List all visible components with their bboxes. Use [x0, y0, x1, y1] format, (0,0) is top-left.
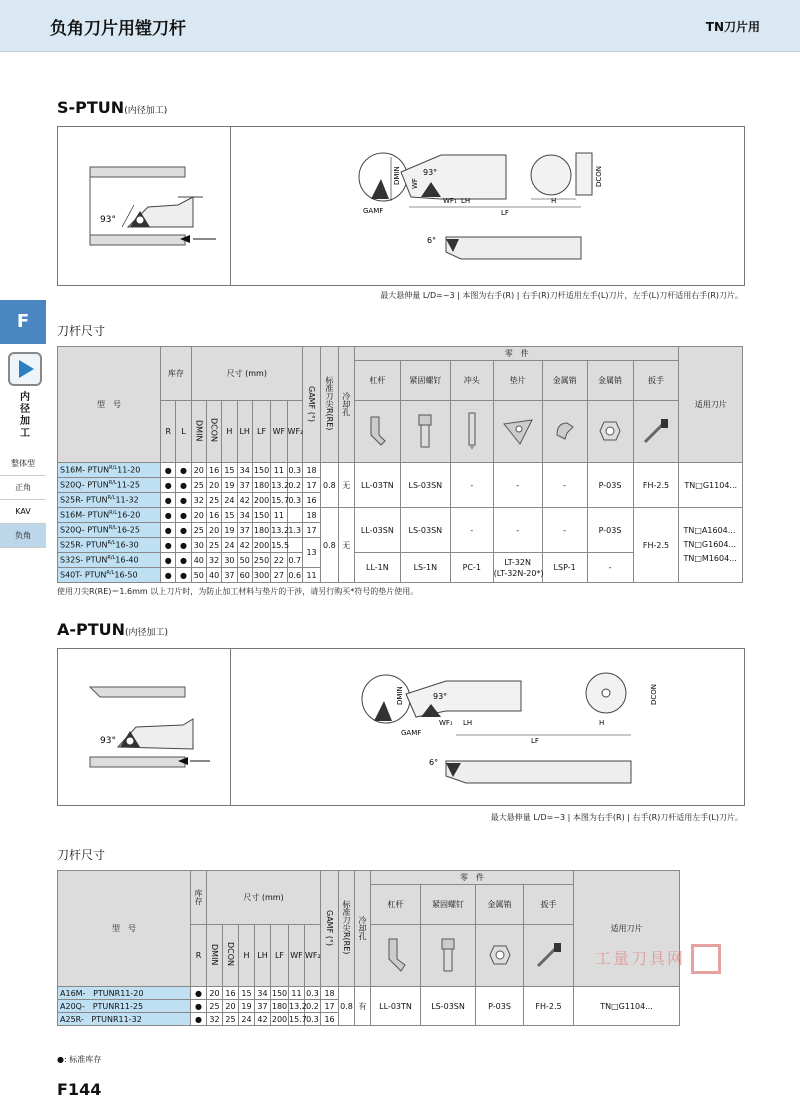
sidebar-tab-f[interactable]: F — [0, 300, 46, 344]
section1-table-note: 使用刀尖R(RE)＝1.6mm 以上刀片时，为防止加工材料与垫片的干涉，请另行购买*符号的垫片使用。 — [57, 587, 419, 596]
wrench-icon — [633, 401, 679, 463]
page-number: F144 — [57, 1080, 102, 1099]
th-stock: 库存 — [161, 347, 192, 401]
sidebar-nav — [0, 452, 46, 548]
screw-icon — [421, 925, 476, 987]
svg-text:WF₁: WF₁ — [443, 197, 457, 205]
s-ptun-bore-illustration — [58, 127, 230, 287]
section1-subtitle: 刀杆尺寸 — [57, 324, 106, 338]
table-row: A20Q- PTUNR11-25 ● 25 20 19 37 180 13.2 0.2 17 — [58, 1000, 680, 1013]
watermark: 工量刀具网 — [595, 944, 721, 974]
a-ptun-dimension-drawing — [231, 649, 746, 807]
table-row: S32S- $PTUN^{R/L}16-40$ ● ● 40 32 30 50 250 22 0.7 LL-1N LS-1N PC-1 LT-32N (LT-32N-20*) LSP-1 - — [58, 553, 743, 568]
th-model: 型 号 — [58, 347, 161, 463]
th-lever: 杠杆 — [354, 361, 400, 401]
th-re: 标准刀尖R(RE) — [321, 347, 338, 463]
svg-text:DMIN: DMIN — [396, 686, 404, 705]
svg-text:93°: 93° — [423, 168, 438, 177]
table-row: S20Q- $PTUN^{R/L}11-25$ ● ● 25 20 19 37 180 13.2 0.2 17 — [58, 478, 743, 493]
table-row: S16M- $PTUN^{R/L}16-20$ ● ● 20 16 15 34 150 11 18 0.8 无 LL-03SN LS-03SN - - - P-03S FH-2.5 TN□A1604... TN□G1604... TN□M1604... — [58, 508, 743, 523]
svg-text:H: H — [551, 197, 557, 205]
svg-text:DCON: DCON — [595, 165, 603, 187]
svg-text:DCON: DCON — [650, 683, 658, 705]
th-screw: 紧固螺钉 — [400, 361, 450, 401]
th-pin2: 金属销 — [587, 361, 633, 401]
svg-text:LH: LH — [461, 197, 471, 205]
svg-text:93°: 93° — [100, 736, 116, 746]
svg-text:93°: 93° — [433, 692, 448, 701]
sidebar-vertical-label: 内径加工 — [20, 392, 30, 439]
pin-icon — [542, 401, 587, 463]
th-shim: 垫片 — [493, 361, 542, 401]
sidebar — [0, 300, 46, 439]
svg-text:DMIN: DMIN — [393, 166, 401, 185]
th-parts: 零 件 — [354, 347, 679, 361]
table-row: S40T- $PTUN^{R/L}16-50$ ● ● 50 40 37 60 300 27 0.6 11 — [58, 568, 743, 583]
pin2-icon — [587, 401, 633, 463]
svg-text:93°: 93° — [100, 215, 116, 225]
section2-subtitle: 刀杆尺寸 — [57, 848, 106, 862]
section1-title: S-PTUN(内径加工) — [57, 98, 168, 117]
table-row: S25R- $PTUN^{R/L}11-32$ ● ● 32 25 24 42 200 15.7 0.3 16 — [58, 493, 743, 508]
svg-text:6°: 6° — [429, 758, 439, 767]
lever-icon — [371, 925, 421, 987]
lever-icon — [354, 401, 400, 463]
s-ptun-spec-table: 型 号 库存 尺寸 (mm) GAMF (°) 标准刀尖R(RE) 冷却孔 零 件 适用刀片 杠杆 紧固螺钉 冲头 垫片 金属销 金属销 扳手 R L DMIN DCON H LH LF WF WF₂ S16M- $PTUN^{R/L}11-20$ ● ● 20 16 15 34 150 11 0.3 18 0.8 无 LL-03TN LS-03SN - - - P-03S FH-2.5 TN□G1104... S20Q- $PTUN^{R/L}11-25$ ● ● 25 20 19 37 180 13.2 0.2 17 S25R- $PTUN^{R/L}11-32$ ● ● 32 25 24 42 200 15.7 0.3 16 S16M- $PTUN^{R/L}16-20$ ● ● 20 16 15 34 150 11 18 0.8 无 LL-03SN LS-03SN - - - P-03S FH-2.5 TN□A1604... TN□G1604... TN□M1604... S20Q- $PTUN^{R/L}16-25$ ● ● 25 20 19 37 180 13.2 1.3 17 S25R- $PTUN^{R/L}16-30$ ● ● 30 25 24 42 200 15.5 13 S32S- $PTUN^{R/L}16-40$ ● ● 40 32 30 50 250 22 0.7 LL-1N LS-1N PC-1 LT-32N (LT-32N-20*) LSP-1 - S40T- $PTUN^{R/L}16-50$ ● ● 50 40 37 60 300 27 0.6 11 — [57, 346, 743, 583]
table-row: A25R- PTUNR11-32 ● 32 25 24 42 200 15.7 0.3 16 — [58, 1013, 680, 1026]
s-ptun-dimension-drawing — [231, 127, 746, 287]
th-wrench: 扳手 — [633, 361, 679, 401]
section2-title: A-PTUN(内径加工) — [57, 620, 169, 639]
svg-text:H: H — [599, 719, 605, 727]
a-ptun-spec-table: 型 号 库存 尺寸 (mm) GAMF (°) 标准刀尖R(RE) 冷却孔 零 件 适用刀片 杠杆 紧固螺钉 金属销 扳手 R DMIN DCON H LH LF WF WF₂ A16M- PTUNR11-20 ● 20 16 15 34 150 11 0.3 18 0.8 有 LL-03TN LS-03SN P-03S FH-2.5 TN□G1104... A20Q- PTUNR11-25 ● 25 20 19 37 180 13.2 0.2 17 A25R- PTUNR11-32 ● 32 25 24 42 200 15.7 0.3 16 — [57, 870, 680, 1026]
a-ptun-bore-illustration — [58, 649, 230, 807]
svg-text:LF: LF — [531, 737, 539, 745]
svg-text:LF: LF — [501, 209, 509, 217]
play-icon — [8, 352, 42, 386]
screw-icon — [400, 401, 450, 463]
s-ptun-diagram — [57, 126, 745, 286]
sidebar-item-solid[interactable]: 整体型 — [0, 452, 46, 476]
svg-text:WF₁: WF₁ — [439, 719, 453, 727]
sidebar-item-kav[interactable]: KAV — [0, 500, 46, 524]
th-gamf: GAMF (°) — [302, 347, 320, 463]
page-header — [0, 0, 800, 52]
page-title: 负角刀片用镗刀杆 — [50, 19, 186, 39]
section2-note: 最大悬伸量 L/D=~3 | 本图为右手(R) | 右手(R)刀杆适用左手(L)刀片。 — [490, 813, 743, 822]
sidebar-item-positive[interactable]: 正角 — [0, 476, 46, 500]
table-row: S25R- $PTUN^{R/L}16-30$ ● ● 30 25 24 42 200 15.5 13 — [58, 538, 743, 553]
th-coolant: 冷却孔 — [338, 347, 354, 463]
th-applicable-insert: 适用刀片 — [679, 347, 743, 463]
pin-icon — [476, 925, 524, 987]
header-category: TN刀片用 — [705, 20, 760, 34]
stock-legend: ●: 标准库存 — [57, 1055, 102, 1064]
shim-icon — [493, 401, 542, 463]
punch-icon — [450, 401, 493, 463]
sidebar-item-negative[interactable]: 负角 — [0, 524, 46, 548]
table-row: S16M- $PTUN^{R/L}11-20$ ● ● 20 16 15 34 150 11 0.3 18 0.8 无 LL-03TN LS-03SN - - - P-03S FH-2.5 TN□G1104... — [58, 463, 743, 478]
svg-text:LH: LH — [463, 719, 473, 727]
wrench-icon — [524, 925, 574, 987]
th-punch: 冲头 — [450, 361, 493, 401]
th-dims: 尺寸 (mm) — [191, 347, 302, 401]
svg-text:GAMF: GAMF — [363, 207, 384, 215]
table-row: A16M- PTUNR11-20 ● 20 16 15 34 150 11 0.3 18 0.8 有 LL-03TN LS-03SN P-03S FH-2.5 TN□G1104... — [58, 987, 680, 1000]
svg-text:GAMF: GAMF — [401, 729, 422, 737]
a-ptun-diagram — [57, 648, 745, 806]
svg-text:6°: 6° — [427, 236, 437, 245]
table-row: S20Q- $PTUN^{R/L}16-25$ ● ● 25 20 19 37 180 13.2 1.3 17 — [58, 523, 743, 538]
section1-note: 最大悬伸量 L/D=~3 | 本图为右手(R) | 右手(R)刀杆适用左手(L)刀片，左手(L)刀杆适用右手(R)刀片。 — [380, 291, 743, 300]
th-pin1: 金属销 — [542, 361, 587, 401]
svg-text:WF: WF — [411, 178, 419, 189]
